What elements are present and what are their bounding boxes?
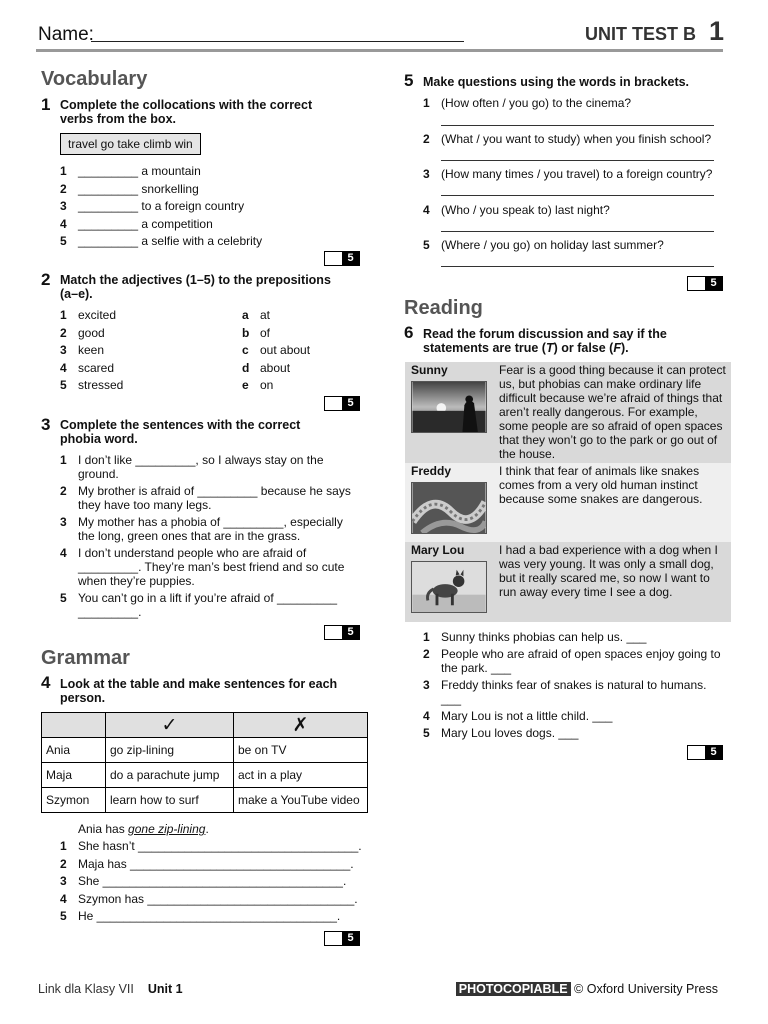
score-box: 5 bbox=[687, 276, 723, 291]
ex4-items bbox=[60, 839, 362, 927]
footer-publisher: PHOTOCOPIABLE © Oxford University Press bbox=[456, 982, 718, 996]
section-title-reading: Reading bbox=[404, 297, 483, 319]
post-author: Freddy bbox=[411, 464, 452, 478]
list-item: b of bbox=[242, 325, 271, 340]
post-author: Sunny bbox=[411, 363, 448, 377]
answer-line bbox=[441, 125, 714, 126]
grammar-table bbox=[41, 712, 368, 813]
exercise-number: 3 bbox=[41, 415, 51, 434]
list-item: 4 _________ a competition bbox=[60, 216, 213, 231]
list-item: 4 Mary Lou is not a little child. ___ bbox=[423, 709, 613, 723]
list-item: 1 _________ a mountain bbox=[60, 164, 201, 178]
ex6-statements bbox=[423, 630, 733, 740]
word-box: travel go take climb win bbox=[60, 133, 201, 155]
ex3-items bbox=[60, 453, 370, 619]
list-item: 4 I don’t understand people who are afraid of _________. They’re man’s best friend and so cute when they’re puppies. bbox=[60, 546, 345, 588]
list-item: 2 My brother is afraid of _________ because he says they have too many legs. bbox=[60, 484, 351, 512]
score-box: 5 bbox=[324, 251, 360, 266]
exercise-number: 4 bbox=[41, 673, 51, 692]
list-item: 3 keen bbox=[60, 343, 105, 357]
list-item: 2 Maja has _________________________________. bbox=[60, 856, 354, 871]
name-line bbox=[91, 41, 464, 42]
list-item: 5 Mary Lou loves dogs. ___ bbox=[423, 726, 579, 740]
score-box: 5 bbox=[324, 931, 360, 946]
table-row: Szymon learn how to surf make a YouTube video bbox=[42, 788, 368, 813]
list-item: 2 _________ snorkelling bbox=[60, 181, 199, 196]
list-item: 5 He ____________________________________. bbox=[60, 909, 341, 923]
photocopiable-badge: PHOTOCOPIABLE bbox=[456, 982, 571, 996]
forum-post: Mary Lou I had a bad experience with a dog when I was very young. It was only a small dog, but it really scared me, so now I want to run away every time I see a dog. bbox=[405, 542, 731, 622]
forum-discussion bbox=[405, 362, 731, 622]
exercise-instruction: Complete the sentences with the correct phobia word. bbox=[60, 418, 301, 446]
list-item: 5 stressed bbox=[60, 378, 124, 392]
list-item: e on bbox=[242, 378, 274, 392]
list-item: 1 (How often / you go) to the cinema? bbox=[423, 96, 632, 110]
answer-line bbox=[441, 195, 714, 196]
list-item: 1 Sunny thinks phobias can help us. ___ bbox=[423, 630, 647, 644]
exercise-number: 2 bbox=[41, 270, 51, 289]
header-rule bbox=[36, 49, 723, 52]
exercise-instruction: Match the adjectives (1–5) to the prepositions (a–e). bbox=[60, 273, 331, 301]
post-author: Mary Lou bbox=[411, 543, 465, 557]
sunset-photo bbox=[411, 381, 487, 433]
answer-line bbox=[441, 231, 714, 232]
tick-header: ✓ bbox=[106, 713, 234, 738]
example-sentence: Ania has gone zip-lining. bbox=[78, 822, 209, 836]
unit-test-label: UNIT TEST B bbox=[585, 24, 696, 44]
section-title-grammar: Grammar bbox=[41, 647, 130, 669]
score-box: 5 bbox=[687, 745, 723, 760]
list-item: 3 (How many times / you travel) to a foreign country? bbox=[423, 167, 713, 181]
table-row: Maja do a parachute jump act in a play bbox=[42, 763, 368, 788]
dog-photo bbox=[411, 561, 487, 613]
list-item: 4 Szymon has _______________________________. bbox=[60, 891, 358, 906]
list-item: 2 good bbox=[60, 325, 105, 340]
snake-photo bbox=[411, 482, 487, 534]
answer-line bbox=[441, 266, 714, 267]
exercise-instruction: Complete the collocations with the correct verbs from the box. bbox=[60, 98, 313, 126]
answer-line bbox=[441, 160, 714, 161]
list-item: 2 (What / you want to study) when you finish school? bbox=[423, 132, 712, 146]
score-box: 5 bbox=[324, 396, 360, 411]
list-item: 1 I don’t like _________, so I always stay on the ground. bbox=[60, 453, 324, 481]
table-row: Ania go zip-lining be on TV bbox=[42, 738, 368, 763]
list-item: a at bbox=[242, 308, 271, 322]
ex1-items bbox=[60, 164, 262, 252]
exercise-number: 5 bbox=[404, 71, 414, 90]
list-item: 3 _________ to a foreign country bbox=[60, 199, 245, 213]
ex2-prepositions bbox=[242, 308, 310, 396]
list-item: 2 People who are afraid of open spaces enjoy going to the park. ___ bbox=[423, 647, 721, 675]
list-item: 3 She ____________________________________. bbox=[60, 874, 347, 888]
cross-header: ✗ bbox=[234, 713, 368, 738]
forum-post: Sunny Fear is a good thing because it can protect us, but phobias can make ordinary life difficult because we’re afraid of things that aren’t really dangerous. For example, some people are so afraid of open spaces that they won’t go to the park or go out of the house. bbox=[405, 362, 731, 463]
list-item: 5 _________ a selfie with a celebrity bbox=[60, 234, 263, 248]
list-item: 5 (Where / you go) on holiday last summer? bbox=[423, 238, 664, 252]
name-label: Name: bbox=[38, 24, 94, 45]
list-item: 5 You can’t go in a lift if you’re afraid of _________ _________. bbox=[60, 591, 338, 619]
exercise-instruction: Look at the table and make sentences for each person. bbox=[60, 677, 338, 705]
score-box: 5 bbox=[324, 625, 360, 640]
list-item: 1 excited bbox=[60, 308, 117, 322]
list-item: 1 She hasn’t _________________________________. bbox=[60, 839, 362, 853]
list-item: d about bbox=[242, 360, 291, 375]
forum-post: Freddy I think that fear of animals like snakes comes from a very old human instinct because some snakes are dangerous. bbox=[405, 463, 731, 542]
list-item: 3 Freddy thinks fear of snakes is natural to humans. ___ bbox=[423, 678, 707, 706]
table-header-row bbox=[42, 713, 368, 738]
exercise-instruction: Make questions using the words in brackets. bbox=[423, 75, 690, 89]
exercise-number: 6 bbox=[404, 323, 414, 342]
footer-course: Link dla Klasy VII Unit 1 bbox=[38, 982, 183, 996]
list-item: 4 (Who / you speak to) last night? bbox=[423, 203, 610, 217]
list-item: 4 scared bbox=[60, 360, 115, 375]
ex2-adjectives bbox=[60, 308, 123, 396]
list-item: 3 My mother has a phobia of _________, especially the long, green ones that are in the grass. bbox=[60, 515, 343, 543]
unit-number: 1 bbox=[708, 16, 724, 46]
footer-unit: Unit 1 bbox=[147, 982, 183, 996]
exercise-number: 1 bbox=[41, 95, 51, 114]
section-title-vocabulary: Vocabulary bbox=[41, 68, 148, 90]
list-item: c out about bbox=[242, 343, 311, 357]
exercise-instruction: Read the forum discussion and say if the statements are true (T) or false (F). bbox=[423, 327, 667, 355]
